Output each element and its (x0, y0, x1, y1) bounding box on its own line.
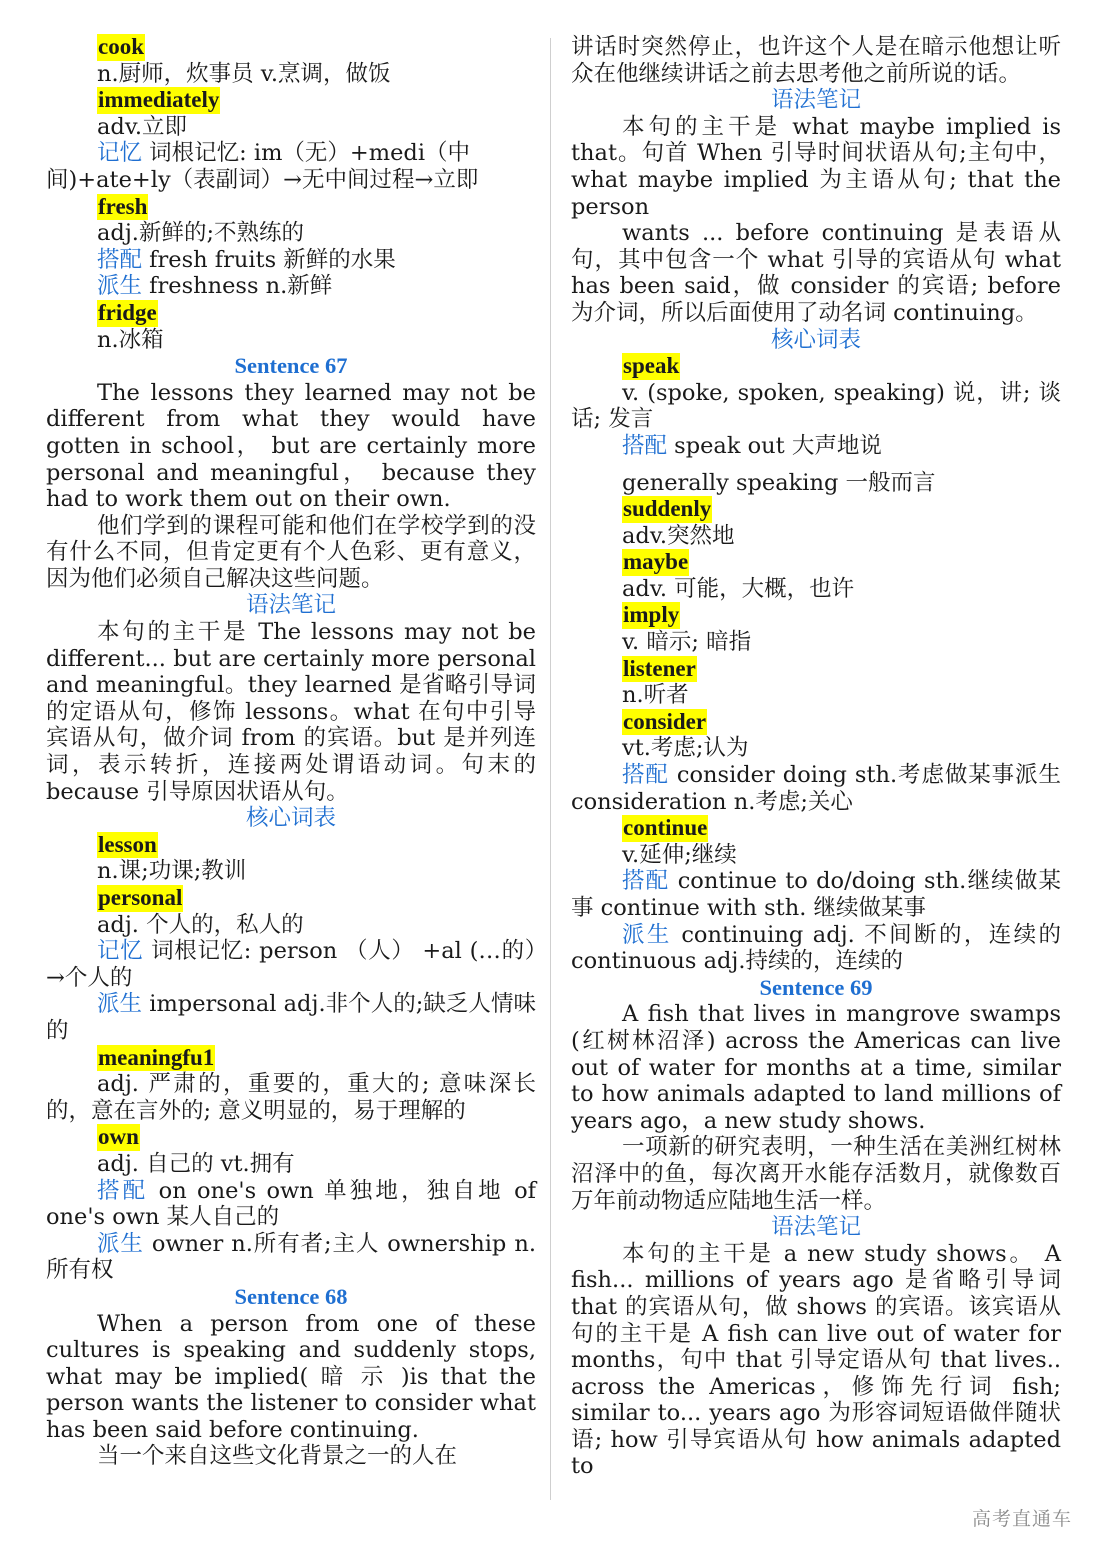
derivative-text: continuing adj. 不间断的，连续的 continuous adj.持续的，连续的 (571, 921, 1061, 975)
derivative-note (46, 273, 536, 300)
collocation-note (46, 247, 536, 274)
definition: v. (spoke, spoken, speaking) 说，讲; 谈话; 发言 (571, 379, 1061, 433)
core-vocab-title: 核心词表 (245, 805, 336, 831)
column-divider (550, 38, 551, 1500)
collocation-note (571, 868, 1061, 921)
watermark: 高考直通车 (971, 1508, 1072, 1530)
grammar-notes-text: 本句的主干是 what maybe implied is that。句首 When 引导时间状语从句;主句中，what maybe implied 为主语从句; that the person (571, 113, 1061, 220)
definition: n.冰箱 (97, 326, 164, 353)
collocation-tag: 搭配 (622, 762, 669, 789)
sentence-69-title: Sentence 69 (759, 974, 873, 1000)
sentence-69-english: A fish that lives in mangrove swamps (红树林沼泽) across the Americas can live out of water for months at a time, similar to how animals adapted to land millions of years ago，a new study shows. (571, 1001, 1061, 1134)
definition: adv.立即 (97, 113, 188, 140)
headword-cook: cook (98, 34, 144, 59)
derivative-text: freshness n.新鲜 (142, 273, 333, 300)
collocation-note (46, 1178, 536, 1231)
definition: n.厨师，炊事员 v.烹调，做饭 (97, 60, 391, 87)
headword-consider: consider (623, 708, 707, 734)
derivative-note (46, 991, 536, 1044)
collocation-tag: 搭配 (622, 432, 668, 459)
collocation-note (571, 762, 1061, 815)
sentence-68-chinese-end: 讲话时突然停止，也许这个人是在暗示他想让听众在他继续讲话之前去思考他之前所说的话。 (571, 34, 1061, 87)
collocation-tag: 搭配 (97, 1177, 149, 1204)
grammar-notes-title: 语法笔记 (770, 1214, 861, 1240)
grammar-notes-text-cont: wants ... before continuing 是表语从句，其中包含一个 what 引导的宾语从句 what has been said，做 consider 的宾语; before 为介词，所以后面使用了动名词 continuing。 (571, 220, 1061, 326)
sentence-69-chinese: 一项新的研究表明，一种生活在美洲红树林沼泽中的鱼，每次离开水能存活数月，就像数百万年前动物适应陆地生活一样。 (571, 1134, 1061, 1214)
derivative-tag: 派生 (97, 1230, 144, 1257)
headword-fridge: fridge (98, 299, 157, 325)
headword-maybe: maybe (623, 549, 689, 575)
headword-immediately: immediately (98, 87, 220, 113)
headword-fresh: fresh (98, 193, 148, 219)
core-vocab-title: 核心词表 (770, 326, 861, 352)
definition: adj. 个人的，私人的 (97, 911, 304, 938)
memory-tag: 记忆 (97, 140, 143, 167)
collocation-note (571, 433, 1061, 460)
derivative-tag: 派生 (622, 921, 672, 948)
definition: adv.突然地 (622, 522, 735, 549)
definition: adj. 严肃的，重要的，重大的; 意味深长的，意在言外的; 意义明显的，易于理解的 (46, 1071, 536, 1124)
collocation-tag: 搭配 (622, 868, 670, 895)
derivative-note (571, 922, 1061, 975)
collocation-text: continue to do/doing sth.继续做某事 continue with sth. 继续做某事 (571, 868, 1061, 921)
headword-meaningful: meaningfu1 (98, 1044, 215, 1070)
left-column (46, 34, 536, 1470)
collocation-text: fresh fruits 新鲜的水果 (142, 246, 396, 273)
headword-imply: imply (623, 602, 680, 628)
derivative-note (46, 1231, 536, 1284)
collocation-text: speak out 大声地说 (667, 432, 882, 459)
derivative-tag: 派生 (97, 991, 143, 1018)
definition: adv. 可能，大概，也许 (622, 575, 855, 602)
phrase-note: generally speaking 一般而言 (622, 469, 936, 496)
definition: v.延伸;继续 (622, 841, 737, 868)
headword-personal: personal (98, 885, 183, 910)
memory-tag: 记忆 (97, 938, 144, 965)
sentence-68-chinese-start: 当一个来自这些文化背景之一的人在 (97, 1443, 458, 1470)
headword-continue: continue (623, 815, 708, 841)
sentence-67-title: Sentence 67 (234, 353, 348, 379)
definition: n.听者 (622, 682, 689, 709)
headword-own: own (98, 1124, 139, 1150)
grammar-notes-text: 本句的主干是 The lessons may not be different... but are certainly more personal and meaningful。they learned 是省略引导词的定语从句，修饰 lessons。what 在句中引导宾语从句，做介词 from 的宾语。but 是并列连词，表示转折，连接两处谓语动词。句末的 because 引导原因状语从句。 (46, 619, 536, 805)
headword-lesson: lesson (98, 831, 157, 857)
derivative-tag: 派生 (97, 273, 143, 300)
sentence-67-chinese: 他们学到的课程可能和他们在学校学到的没有什么不同，但肯定更有个人色彩、更有意义，因为他们必须自己解决这些问题。 (46, 512, 536, 592)
definition: vt.考虑;认为 (622, 735, 749, 762)
definition: n.课;功课;教训 (97, 858, 247, 885)
sentence-68-title: Sentence 68 (234, 1283, 348, 1309)
memory-note (46, 140, 536, 193)
headword-listener: listener (623, 655, 696, 681)
grammar-notes-title: 语法笔记 (245, 592, 336, 618)
collocation-text: consider doing sth.考虑做某事派生 consideration n.考虑;关心 (571, 762, 1061, 815)
derivative-text: owner n.所有者;主人 ownership n.所有权 (46, 1230, 536, 1284)
collocation-tag: 搭配 (97, 246, 143, 273)
headword-speak: speak (623, 353, 680, 379)
definition: v. 暗示; 暗指 (622, 629, 752, 656)
sentence-67-english: The lessons they learned may not be different from what they would have gotten in school， but are certainly more personal and meaningful， because they had to work them out on their own. (46, 379, 536, 513)
headword-suddenly: suddenly (623, 496, 712, 522)
definition: adj.新鲜的;不熟练的 (97, 220, 305, 247)
grammar-notes-text: 本句的主干是 a new study shows。 A fish... millions of years ago 是省略引导词 that 的宾语从句，做 shows 的宾语。该宾语从句的主干是 A fish can live out of water for months，句中 that 引导定语从句 that lives.. across the Americas，修饰先行词 fish; similar to... years ago 为形容词短语做伴随状语; how 引导宾语从句 how animals adapted to (571, 1240, 1061, 1480)
right-column (571, 34, 1061, 1480)
derivative-text: impersonal adj.非个人的;缺乏人情味的 (46, 991, 536, 1044)
collocation-text: on one's own 单独地，独自地 of one's own 某人自己的 (46, 1177, 536, 1231)
sentence-68-english: When a person from one of these cultures is speaking and suddenly stops, what may be implied( 暗 示 )is that the person wants the listener to consider what has been said before continuing. (46, 1310, 536, 1443)
definition: adj. 自己的 vt.拥有 (97, 1150, 295, 1177)
memory-note (46, 938, 536, 991)
grammar-notes-title: 语法笔记 (770, 87, 861, 113)
memory-text: 词根记忆: im（无）+medi（中间)+ate+ly（表副词）→无中间过程→立即 (46, 140, 479, 193)
memory-text: 词根记忆: person （人） +al (…的）→个人的 (46, 938, 536, 991)
